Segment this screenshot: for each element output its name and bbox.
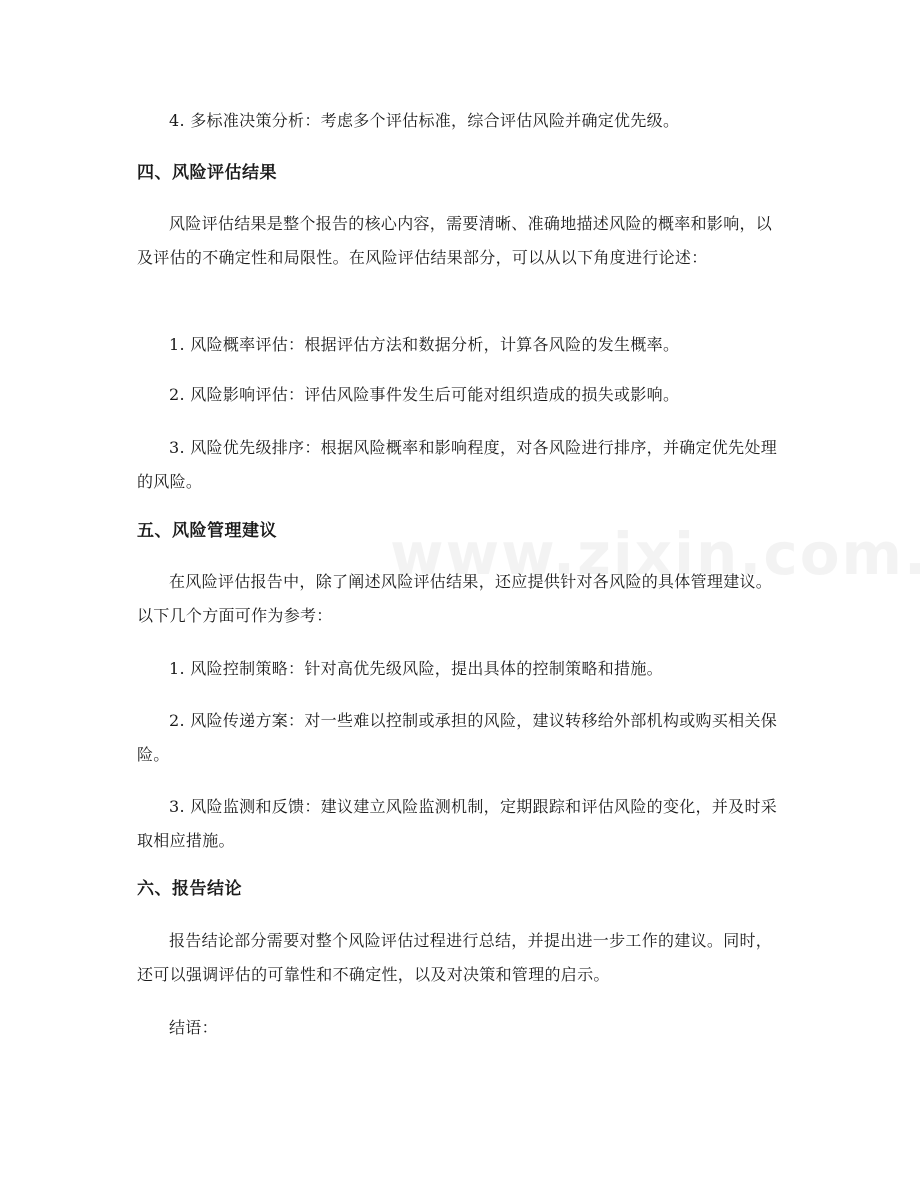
closing-label: 结语：: [169, 1018, 218, 1037]
section-heading-risk-results: 四、风险评估结果: [137, 163, 277, 183]
list-item-transfer-plan: 2. 风险传递方案：对一些难以控制或承担的风险，建议转移给外部机构或购买相关保险。: [137, 711, 778, 764]
section-heading-management-advice: 五、风险管理建议: [137, 521, 277, 541]
list-item-mcda: 4. 多标准决策分析：考虑多个评估标准，综合评估风险并确定优先级。: [169, 111, 680, 130]
list-item-probability: 1. 风险概率评估：根据评估方法和数据分析，计算各风险的发生概率。: [169, 335, 680, 354]
section-heading-conclusion: 六、报告结论: [137, 879, 242, 899]
paragraph-risk-results-intro: 风险评估结果是整个报告的核心内容，需要清晰、准确地描述风险的概率和影响，以及评估的不确定性和局限性。在风险评估结果部分，可以从以下角度进行论述：: [137, 214, 773, 267]
paragraph-conclusion: 报告结论部分需要对整个风险评估过程进行总结，并提出进一步工作的建议。同时，还可以强调评估的可靠性和不确定性，以及对决策和管理的启示。: [137, 931, 773, 984]
list-item-control-strategy: 1. 风险控制策略：针对高优先级风险，提出具体的控制策略和措施。: [169, 659, 663, 678]
list-item-priority: 3. 风险优先级排序：根据风险概率和影响程度，对各风险进行排序，并确定优先处理的风险。: [137, 438, 778, 491]
list-item-impact: 2. 风险影响评估：评估风险事件发生后可能对组织造成的损失或影响。: [169, 385, 680, 404]
paragraph-management-intro: 在风险评估报告中，除了阐述风险评估结果，还应提供针对各风险的具体管理建议。以下几个方面可作为参考：: [137, 572, 773, 625]
list-item-monitoring: 3. 风险监测和反馈：建议建立风险监测机制，定期跟踪和评估风险的变化，并及时采取相应措施。: [137, 797, 778, 850]
